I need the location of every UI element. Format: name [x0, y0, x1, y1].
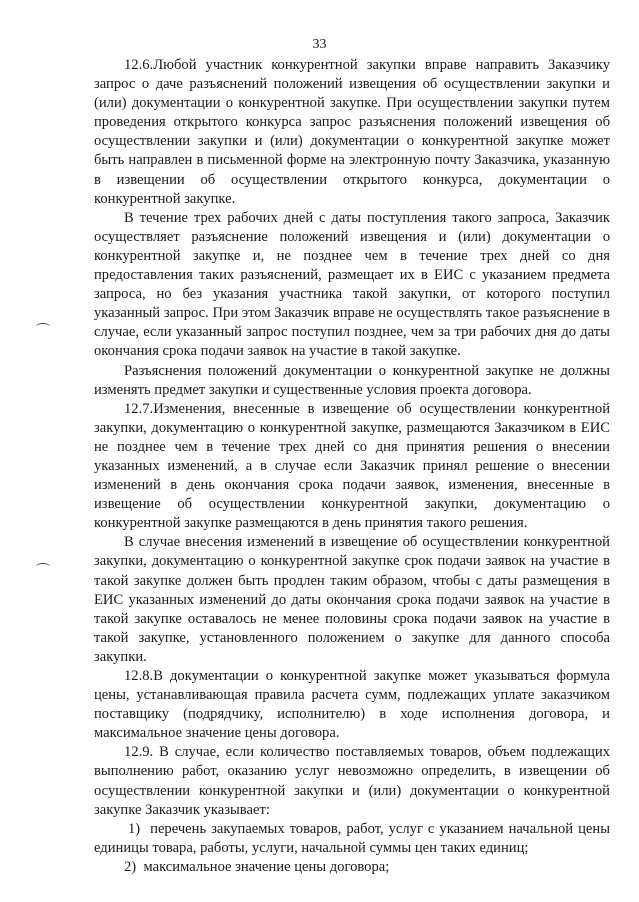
list-item: 1) перечень закупаемых товаров, работ, услуг с указанием начальной цены единицы товара, работы, услуги, начальной суммы цен таких единиц; [94, 820, 610, 856]
paragraph-deadline-extension: В случае внесения изменений в извещение об осуществлении конкурентной закупки, документацию о конкурентной закупке срок подачи заявок на участие в такой закупке должен быть продлен таким образом, чтобы с даты размещения в ЕИС указанных изменений до даты окончания срока подачи заявок на участие в такой закупке оставалось не менее половины срока подачи заявок на участие в такой закупке, установленного положением о закупке для данного способа закупки. [94, 534, 610, 665]
paragraph-12-9: 12.9. В случае, если количество поставляемых товаров, объем подлежащих выполнению работ, оказанию услуг невозможно определить, в извещении об осуществлении конкурентной закупки и (или) документации о конкурентной закупке Заказчик указывает: [94, 744, 610, 818]
document-body [94, 56, 610, 877]
paragraph-clarification-terms: В течение трех рабочих дней с даты поступления такого запроса, Заказчик осуществляет разъяснение положений извещения и (или) документации о конкурентной закупке и, не позднее чем в течение трех дней со дня предоставления таких разъяснений, размещает их в ЕИС с указанием предмета запроса, но без указания участника такой закупки, от которого поступил указанный запрос. При этом Заказчик вправе не осуществлять такое разъяснение в случае, если указанный запрос поступил позднее, чем за три рабочих дня до даты окончания срока подачи заявок на участие в такой закупке. [94, 209, 610, 360]
margin-mark [36, 323, 50, 330]
paragraph-12-8: 12.8.В документации о конкурентной закупке может указываться формула цены, устанавливающая правила расчета сумм, подлежащих уплате заказчиком поставщику (подрядчику, исполнителю) в ходе исполнения договора, и максимальное значение цены договора. [94, 668, 610, 742]
paragraph-12-6: 12.6.Любой участник конкурентной закупки вправе направить Заказчику запрос о даче разъяснений положений извещения об осуществлении закупки и (или) документации о конкурентной закупке. При осуществлении закупки путем проведения открытого конкурса запрос разъяснения положений извещения об осуществлении закупки и (или) документации о конкурентной закупке может быть направлен в письменной форме на электронную почту Заказчика, указанную в извещении об осуществлении открытого конкурса, документации о конкурентной закупке. [94, 57, 610, 207]
paragraph-clarification-limits: Разъяснения положений документации о конкурентной закупке не должны изменять предмет закупки и существенные условия проекта договора. [94, 362, 610, 398]
margin-mark [36, 563, 50, 570]
list-item: 2) максимальное значение цены договора; [124, 858, 390, 875]
page-number: 33 [312, 37, 327, 52]
paragraph-12-7: 12.7.Изменения, внесенные в извещение об осуществлении конкурентной закупки, документацию о конкурентной закупке, размещаются Заказчиком в ЕИС не позднее чем в течение трех дней со дня принятия решения о внесении указанных изменений, а в случае если Заказчик принял решение о внесении изменений в день окончания срока подачи заявок, изменения, внесенные в извещение об осуществлении конкурентной закупки, документацию о конкурентной закупке размещаются в день принятия такого решения. [94, 400, 610, 532]
